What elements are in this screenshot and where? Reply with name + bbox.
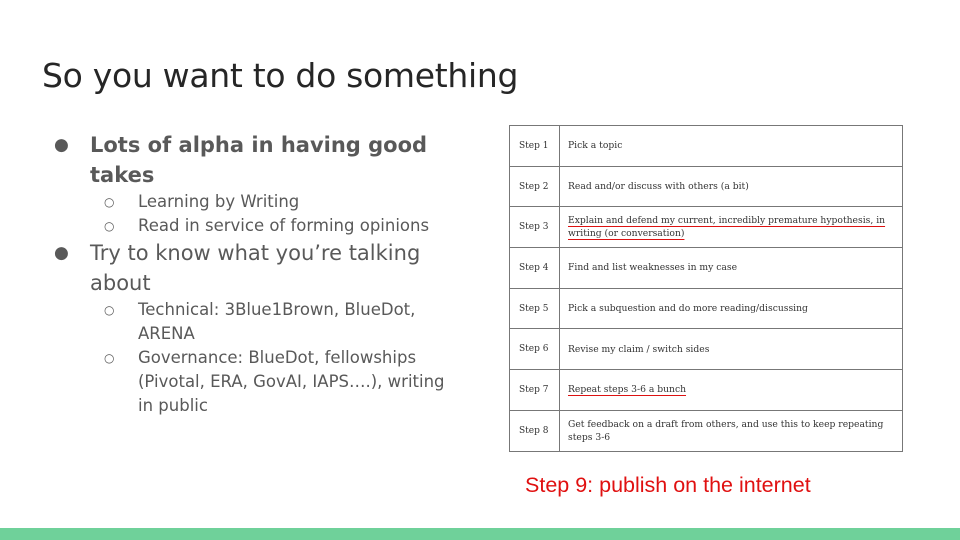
step-text: Pick a subquestion and do more reading/discussing xyxy=(560,288,903,329)
publish-note: Step 9: publish on the internet xyxy=(525,473,811,497)
table-row xyxy=(510,207,903,248)
bullet-dot-icon: ● xyxy=(54,135,69,155)
step-text xyxy=(560,207,903,248)
sub-bullet-circle-icon: ○ xyxy=(104,219,115,233)
sub-bullet-item xyxy=(52,298,452,346)
table-row xyxy=(510,410,903,451)
step-label: Step 7 xyxy=(510,370,560,411)
table-row xyxy=(510,288,903,329)
table-row xyxy=(510,329,903,370)
sub-bullet-text: Read in service of forming opinions xyxy=(138,216,430,235)
table-row xyxy=(510,248,903,289)
step-text-underlined: Explain and defend my current, incredibly premature hypothesis, in writing (or conversation) xyxy=(568,215,886,240)
step-text: Get feedback on a draft from others, and use this to keep repeating steps 3-6 xyxy=(560,410,903,451)
step-label: Step 8 xyxy=(510,410,560,451)
bullet-item xyxy=(52,238,452,298)
bullet-dot-icon: ● xyxy=(54,243,69,263)
bullet-item xyxy=(52,130,452,190)
step-label: Step 3 xyxy=(510,207,560,248)
step-text-underlined: Repeat steps 3-6 a bunch xyxy=(568,384,687,396)
step-text: Read and/or discuss with others (a bit) xyxy=(560,166,903,207)
sub-bullet-circle-icon: ○ xyxy=(104,195,115,209)
sub-bullet-circle-icon: ○ xyxy=(104,351,115,365)
bullet-text: Lots of alpha in having good takes xyxy=(90,133,428,187)
step-text: Revise my claim / switch sides xyxy=(560,329,903,370)
table-row xyxy=(510,126,903,167)
sub-bullet-text: Learning by Writing xyxy=(138,192,300,211)
steps-table xyxy=(509,125,903,452)
sub-bullet-item xyxy=(52,214,452,238)
sub-bullet-item xyxy=(52,190,452,214)
step-label: Step 2 xyxy=(510,166,560,207)
sub-bullet-circle-icon: ○ xyxy=(104,303,115,317)
step-text xyxy=(560,370,903,411)
bullet-text: Try to know what you’re talking about xyxy=(90,241,421,295)
footer-accent-bar xyxy=(0,528,960,540)
step-label: Step 4 xyxy=(510,248,560,289)
step-label: Step 5 xyxy=(510,288,560,329)
table-row xyxy=(510,370,903,411)
table-row xyxy=(510,166,903,207)
sub-bullet-item xyxy=(52,346,452,418)
slide-title: So you want to do something xyxy=(42,56,519,95)
bullet-list xyxy=(52,130,452,418)
step-label: Step 1 xyxy=(510,126,560,167)
sub-bullet-text: Technical: 3Blue1Brown, BlueDot, ARENA xyxy=(138,300,416,343)
step-label: Step 6 xyxy=(510,329,560,370)
sub-bullet-text: Governance: BlueDot, fellowships (Pivotal, ERA, GovAI, IAPS….), writing in public xyxy=(138,348,445,415)
step-text: Pick a topic xyxy=(560,126,903,167)
step-text: Find and list weaknesses in my case xyxy=(560,248,903,289)
